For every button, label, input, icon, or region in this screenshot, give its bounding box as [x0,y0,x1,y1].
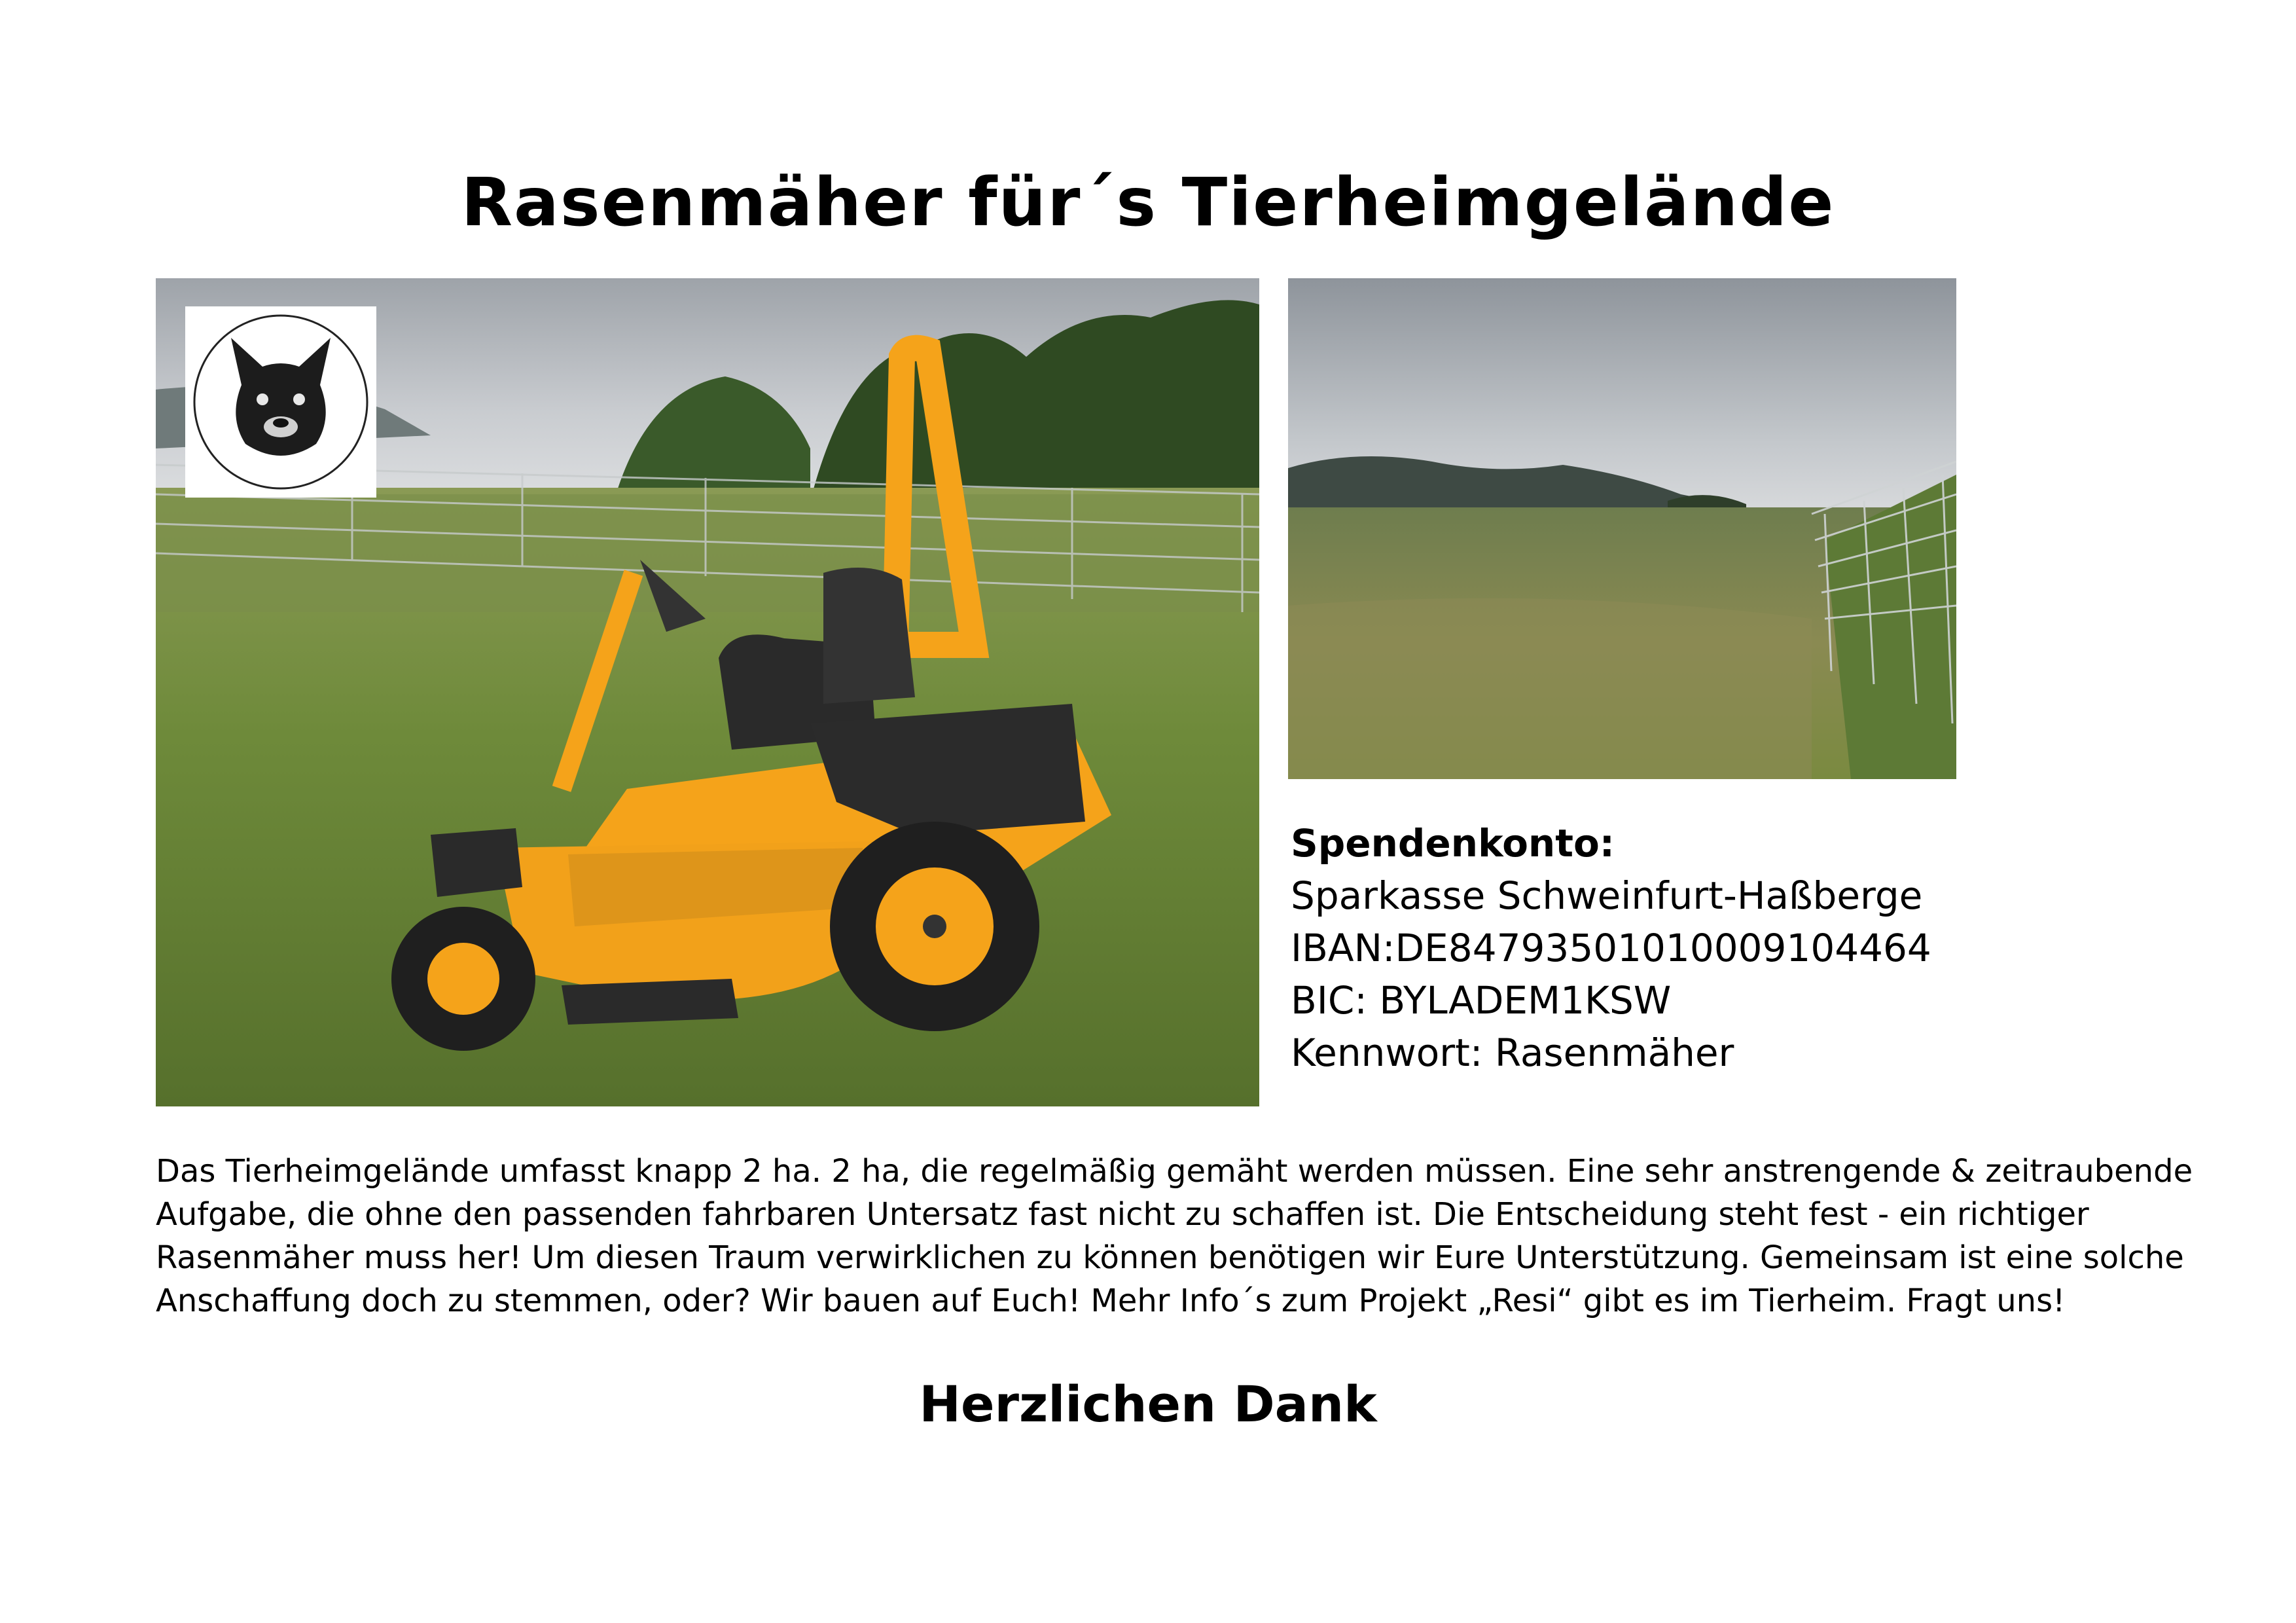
page-title: Rasenmäher für´s Tierheimgelände [461,164,1835,242]
donation-account [1291,817,1931,1079]
donation-account-heading: Spendenkonto: [1291,821,1615,866]
description-paragraph [156,1150,2193,1322]
bank-bic: BIC: BYLADEM1KSW [1291,978,1672,1023]
bank-name: Sparkasse Schweinfurt-Haßberge [1291,873,1923,918]
description-line: Rasenmäher muss her! Um diesen Traum verwirklichen zu können benötigen wir Eure Unterstützung. Gemeinsam ist eine solche [156,1239,2184,1276]
description-line: Das Tierheimgelände umfasst knapp 2 ha. 2 ha, die regelmäßig gemäht werden müssen. Eine sehr anstrengende & zeitraubende [156,1153,2193,1190]
description-line: Aufgabe, die ohne den passenden fahrbaren Untersatz fast nicht zu schaffen ist. Die Entscheidung steht fest - ein richtiger [156,1196,2089,1233]
description-line: Anschaffung doch zu stemmen, oder? Wir bauen auf Euch! Mehr Info´s zum Projekt „Resi“ gibt es im Tierheim. Fragt uns! [156,1283,2066,1319]
logo [185,306,376,498]
bank-iban: IBAN:DE84793501010009104464 [1291,926,1931,970]
closing-thanks: Herzlichen Dank [919,1375,1377,1433]
french-bulldog-logo-icon [185,306,376,498]
mowed-field-photo [1288,278,1956,779]
bank-keyword: Kennwort: Rasenmäher [1291,1030,1734,1075]
